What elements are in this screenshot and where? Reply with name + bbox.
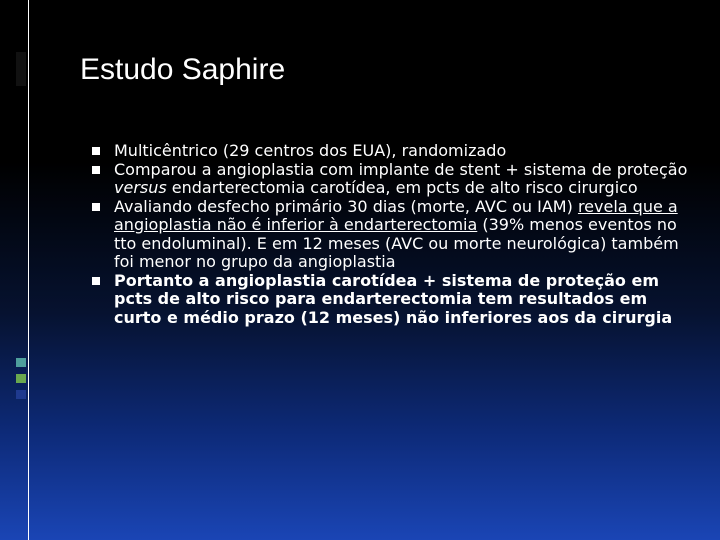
accent-square-navy bbox=[16, 390, 26, 399]
bullet-item-primary-outcome bbox=[90, 198, 690, 272]
title-accent-block bbox=[16, 52, 26, 86]
accent-square-green bbox=[16, 374, 26, 383]
bullet-text-italic: versus bbox=[114, 178, 167, 197]
square-bullet-icon bbox=[92, 166, 100, 174]
bullet-item-comparison bbox=[90, 161, 690, 198]
bullet-text-part: (39% menos eventos no tto endoluminal). E em 12 meses (AVC ou morte neurológica) também foi menor no grupo da angioplastia bbox=[114, 215, 679, 271]
vertical-divider-line bbox=[28, 0, 29, 540]
bullet-text-part: Comparou a angioplastia com implante de stent + sistema de proteção bbox=[114, 159, 688, 179]
bullet-text-underlined: revela que a angioplastia não é inferior à endarterectomia bbox=[114, 196, 678, 234]
bullet-item-conclusion bbox=[90, 272, 690, 328]
square-bullet-icon bbox=[92, 203, 100, 211]
square-bullet-icon bbox=[92, 277, 100, 285]
slide-title: Estudo Saphire bbox=[80, 53, 286, 86]
square-bullet-icon bbox=[92, 147, 100, 155]
bullet-list bbox=[90, 142, 690, 327]
accent-square-teal bbox=[16, 358, 26, 367]
bullet-text: Multicêntrico (29 centros dos EUA), randomizado bbox=[114, 141, 507, 160]
bullet-text-part: endarterectomia carotídea, em pcts de alto risco cirurgico bbox=[166, 178, 638, 197]
bullet-text: Portanto a angioplastia carotídea + sistema de proteção em pcts de alto risco para endarterectomia tem resultados em curto e médio prazo (12 meses) não inferiores aos da cirurgia bbox=[114, 270, 673, 327]
bullet-item-multicentric bbox=[90, 142, 690, 161]
bullet-text-part: Avaliando desfecho primário 30 dias (morte, AVC ou IAM) bbox=[114, 196, 578, 216]
